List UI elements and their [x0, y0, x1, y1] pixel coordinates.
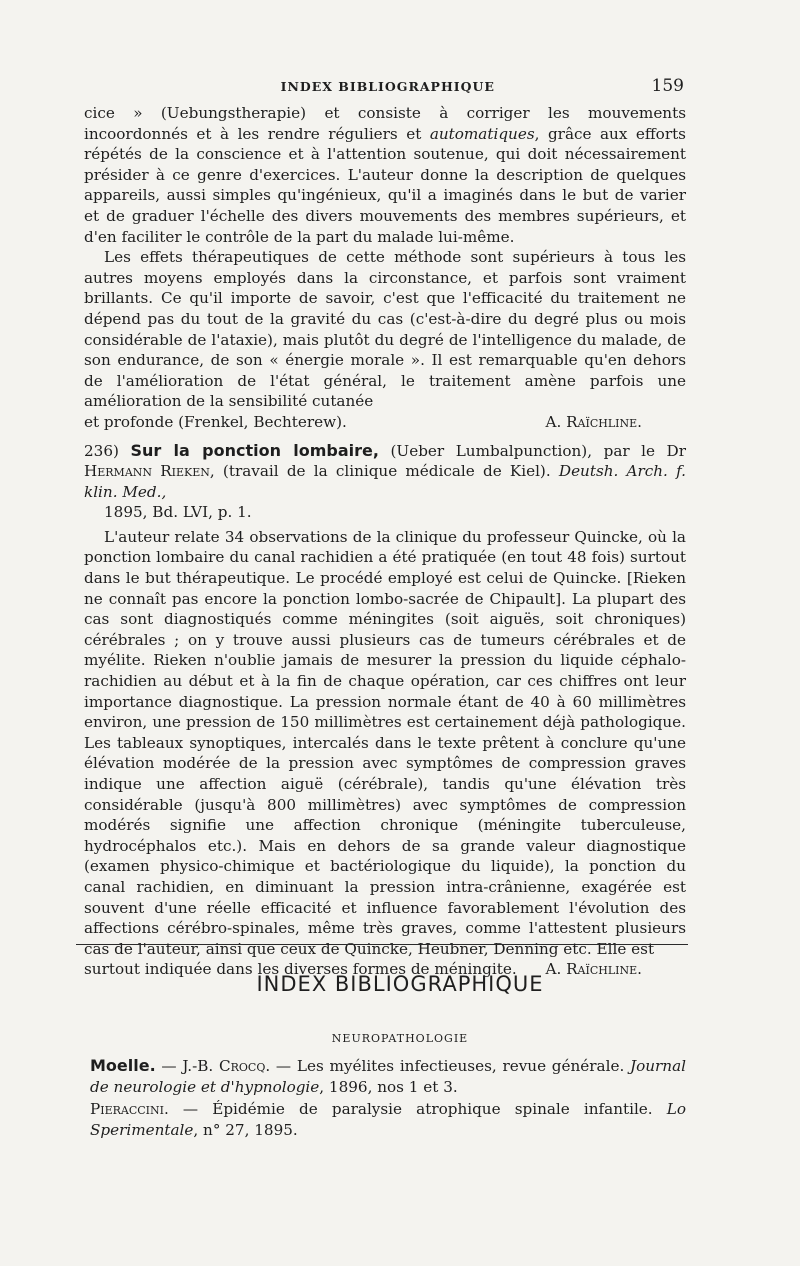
index-entry-journal: Lo Sperimentale	[90, 1100, 686, 1139]
entry-number: 236)	[84, 441, 119, 460]
section-title: NEUROPATHOLOGIE	[331, 1032, 469, 1045]
index-entry-author: Pieraccini.	[90, 1100, 169, 1119]
paragraph-1-part-b: , grâce aux efforts répétés de la conscience et à l'attention soutenue, qui doit nécessairement présider à ce genre d'exercices. L'auteur donne la description de quelques appareils, aussi simples qu'ingénieux, qu'il a imaginés dans le but de varier et de graduer l'échelle des divers mouvements des membres supérieurs, et d'en faciliter le contrôle de la part du malade lui-même.	[84, 124, 686, 246]
signature: A. Raïchline.	[545, 412, 642, 431]
entry-subtitle: (Ueber Lumbalpunction), par le Dr	[378, 441, 686, 460]
entry-author: Hermann Rieken	[84, 462, 210, 481]
paragraph-1	[84, 103, 686, 247]
running-title: INDEX BIBLIOGRAPHIQUE	[280, 79, 495, 94]
index-entry-journal: Journal de neurologie et d'hypnologie	[90, 1057, 686, 1096]
index-entry	[90, 1099, 686, 1140]
paragraph-3-last-line: surtout indiquée dans les diverses formes de méningite.	[84, 960, 517, 979]
entry-236-heading	[84, 441, 686, 523]
index-entry-text: — Épidémie de paralysie atrophique spinale infantile.	[168, 1100, 667, 1119]
index-title: INDEX BIBLIOGRAPHIQUE	[256, 972, 544, 996]
index-entry-ref: , 1896, nos 1 et 3.	[319, 1077, 458, 1096]
entry-journal: Deutsh. Arch. f. klin. Med.,	[84, 462, 686, 501]
body-text	[84, 103, 686, 980]
page-number: 159	[651, 76, 684, 96]
entry-work: , (travail de la clinique médicale de Kiel).	[209, 462, 559, 481]
entry-reference: 1895, Bd. LVI, p. 1.	[104, 503, 252, 522]
paragraph-3	[84, 527, 686, 959]
paragraph-1-part-a: cice » (Uebungstherapie) et consiste à corriger les mouvements incoordonnés et à les rendre réguliers et	[84, 104, 686, 143]
section-divider	[76, 944, 688, 945]
paragraph-1-emphasis: automatiques	[429, 124, 535, 143]
paragraph-2-text: Les effets thérapeutiques de cette méthode sont supérieurs à tous les autres moyens employés dans la circonstance, et parfois sont vraiment brillants. Ce qu'il importe de savoir, c'est que l'efficacité du traitement ne dépend pas du tout de la gravité du cas (c'est-à-dire du degré plus ou mois considérable de l'ataxie), mais plutôt du degré de l'intelligence du malade, de son endurance, de son « énergie morale ». Il est remarquable qu'en dehors de l'amélioration de l'état général, le traitement amène parfois une amélioration de la sensibilité cutanée	[84, 248, 686, 411]
index-list	[90, 1056, 686, 1142]
index-entry-text: — Les myélites infectieuses, revue générale.	[270, 1057, 631, 1075]
entry-title: Sur la ponction lombaire,	[130, 440, 379, 460]
paragraph-3-text: L'auteur relate 34 observations de la clinique du professeur Quincke, où la ponction lombaire du canal rachidien a été pratiquée (en tout 48 fois) surtout dans le but thérapeutique. Le procédé employé est celui de Quincke. [Rieken ne connaît pas encore la ponction lombo-sacrée de Chipault]. La plupart des cas sont diagnostiqués comme méningites (soit aiguës, soit chroniques) cérébrales ; on y trouve aussi plusieurs cas de tumeurs cérébrales et de myélite. Rieken n'oublie jamais de mesurer la pression du liquide céphalo-rachidien au début et à la fin de chaque opération, car ces chiffres ont leur importance diagnostique. La pression normale étant de 40 à 60 millimètres environ, une pression de 150 millimètres est certainement déjà pathologique. Les tableaux synoptiques, intercalés dans le texte prêtent à conclure qu'une élévation modérée de la pression avec symptômes de compression graves indique une affection aiguë (cérébrale), tandis qu'une élévation très considérable (jusqu'à 800 millimètres) avec symptômes de compression modérés signifie une affection chronique (méningite tuberculeuse, hydrocéphalos etc.). Mais en dehors de sa grande valeur diagnostique (examen physico-chimique et bactériologique du liquide), la ponction du canal rachidien, en diminuant la pression intra-crânienne, exagérée est souvent d'une réelle efficacité et influence favorablement l'évolution des affections cérébro-spinales, même très graves, comme l'attestent plusieurs cas de l'auteur, ainsi que ceux de Quincke, Heubner, Denning etc. Elle est	[84, 527, 686, 958]
paragraph-2	[84, 247, 686, 412]
index-entry-author: — J.-B. Crocq.	[155, 1057, 271, 1075]
index-entry-ref: , n° 27, 1895.	[193, 1120, 298, 1139]
signature: A. Raïchline.	[545, 960, 642, 979]
index-entry	[90, 1056, 686, 1097]
running-head	[84, 76, 684, 96]
paragraph-2-last-line: et profonde (Frenkel, Bechterew).	[84, 412, 347, 431]
index-entry-lead: Moelle.	[90, 1056, 156, 1075]
paragraph-2-signature-line	[84, 412, 686, 433]
